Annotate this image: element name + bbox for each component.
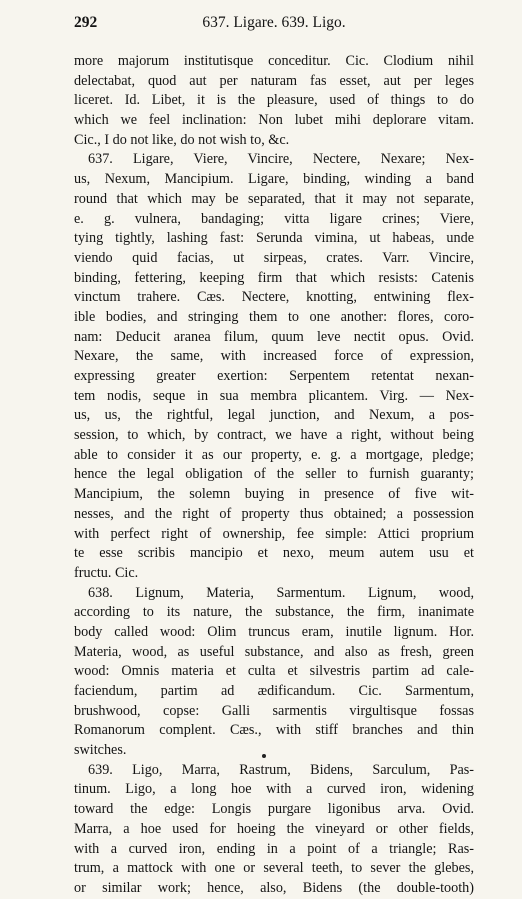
text-line: tinum. Ligo, a long hoe with a curved iron, widening (74, 781, 474, 798)
text-line: wood: Omnis materia et culta et silvestris partim ad cale- (74, 663, 474, 680)
text-line: viendo quid facias, ut sirpeas, crates. Varr. Vincire, (74, 249, 474, 266)
text-line: round that which may be separated, that it may not separate, (74, 190, 474, 207)
text-line: liceret. Id. Libet, it is the pleasure, used of things to do (74, 92, 474, 109)
text-line: e. g. vulnera, bandaging; vitta ligare crines; Viere, (74, 210, 474, 227)
text-line: with perfect right of ownership, fee simple: Attici proprium (74, 525, 474, 542)
text-line: Romanorum complent. Cæs., with stiff branches and thin (74, 722, 474, 739)
text-line: us, Nexum, Mancipium. Ligare, binding, winding a band (74, 171, 474, 188)
text-line: more majorum institutisque conceditur. Cic. Clodium nihil (74, 53, 474, 69)
print-mark (262, 754, 266, 758)
text-line: expressing greater exertion: Serpentem retentat nexan- (74, 368, 474, 384)
text-line: switches. (74, 742, 127, 759)
text-line: trum, a mattock with one or several teeth, to sever the glebes, (74, 860, 474, 877)
text-line: able to consider it as our property, e. g. a mortgage, pledge; (74, 446, 474, 463)
text-line: Marra, a hoe used for hoeing the vineyard or other fields, (74, 820, 474, 837)
text-line: 638. Lignum, Materia, Sarmentum. Lignum, wood, (88, 584, 474, 601)
text-line: which we feel inclination: Non lubet mihi deplorare vitam. (74, 112, 474, 129)
page-body (74, 52, 474, 899)
text-line: faciendum, partim ad ædificandum. Cic. Sarmentum, (74, 683, 474, 699)
text-line: fructu. Cic. (74, 564, 139, 581)
page-number: 292 (74, 14, 98, 31)
text-line: tying tightly, lashing fast: Serunda vimina, ut habeas, unde (74, 230, 474, 247)
text-line: or similar work; hence, also, Bidens (the double-tooth) (74, 879, 474, 896)
text-line: session, to which, by contract, we have a right, without being (74, 427, 474, 444)
text-line: vinctum trahere. Cæs. Nectere, knotting, entwining flex- (74, 289, 474, 306)
text-line: Materia, wood, as useful substance, and also as fresh, green (74, 643, 474, 660)
text-line: Mancipium, the solemn buying in presence of five wit- (74, 486, 474, 503)
text-line: binding, fettering, keeping firm that which resists: Catenis (74, 269, 474, 286)
text-line: brushwood, copse: Galli sarmentis virgultisque fossas (74, 702, 474, 719)
text-line: 637. Ligare, Viere, Vincire, Nectere, Nexare; Nex- (88, 151, 474, 168)
text-line: hence the legal obligation of the seller to furnish guaranty; (74, 466, 474, 483)
text-line: according to its nature, the substance, the firm, inanimate (74, 604, 474, 621)
text-line: ible bodies, and stringing them to one another: flores, coro- (74, 308, 474, 325)
text-line: Nexare, the same, with increased force of expression, (74, 348, 474, 365)
text-line: delectabat, quod aut per naturam fas esset, aut per leges (74, 72, 474, 89)
text-line: nam: Deducit aranea filum, quum leve nectit opus. Ovid. (74, 328, 474, 345)
text-line: tem nodis, seque in sua membra plicantem. Virg. — Nex- (74, 387, 474, 404)
text-line: 639. Ligo, Marra, Rastrum, Bidens, Sarculum, Pas- (88, 761, 474, 778)
page-header (74, 14, 474, 36)
text-line: with a curved iron, ending in a point of a triangle; Ras- (74, 840, 474, 857)
text-line: body called wood: Olim truncus eram, inutile lignum. Hor. (74, 623, 474, 640)
text-line: nesses, and the right of property thus obtained; a possession (74, 505, 474, 522)
text-line: us, us, the rightful, legal junction, and Nexum, a pos- (74, 407, 474, 424)
text-line: toward the edge: Longis purgare ligonibus arva. Ovid. (74, 801, 474, 818)
running-title: 637. Ligare. 639. Ligo. (202, 14, 346, 31)
text-line: te esse scribis mancipio et nexo, meum autem usu et (74, 545, 474, 562)
text-line: Cic., I do not like, do not wish to, &c. (74, 131, 290, 148)
